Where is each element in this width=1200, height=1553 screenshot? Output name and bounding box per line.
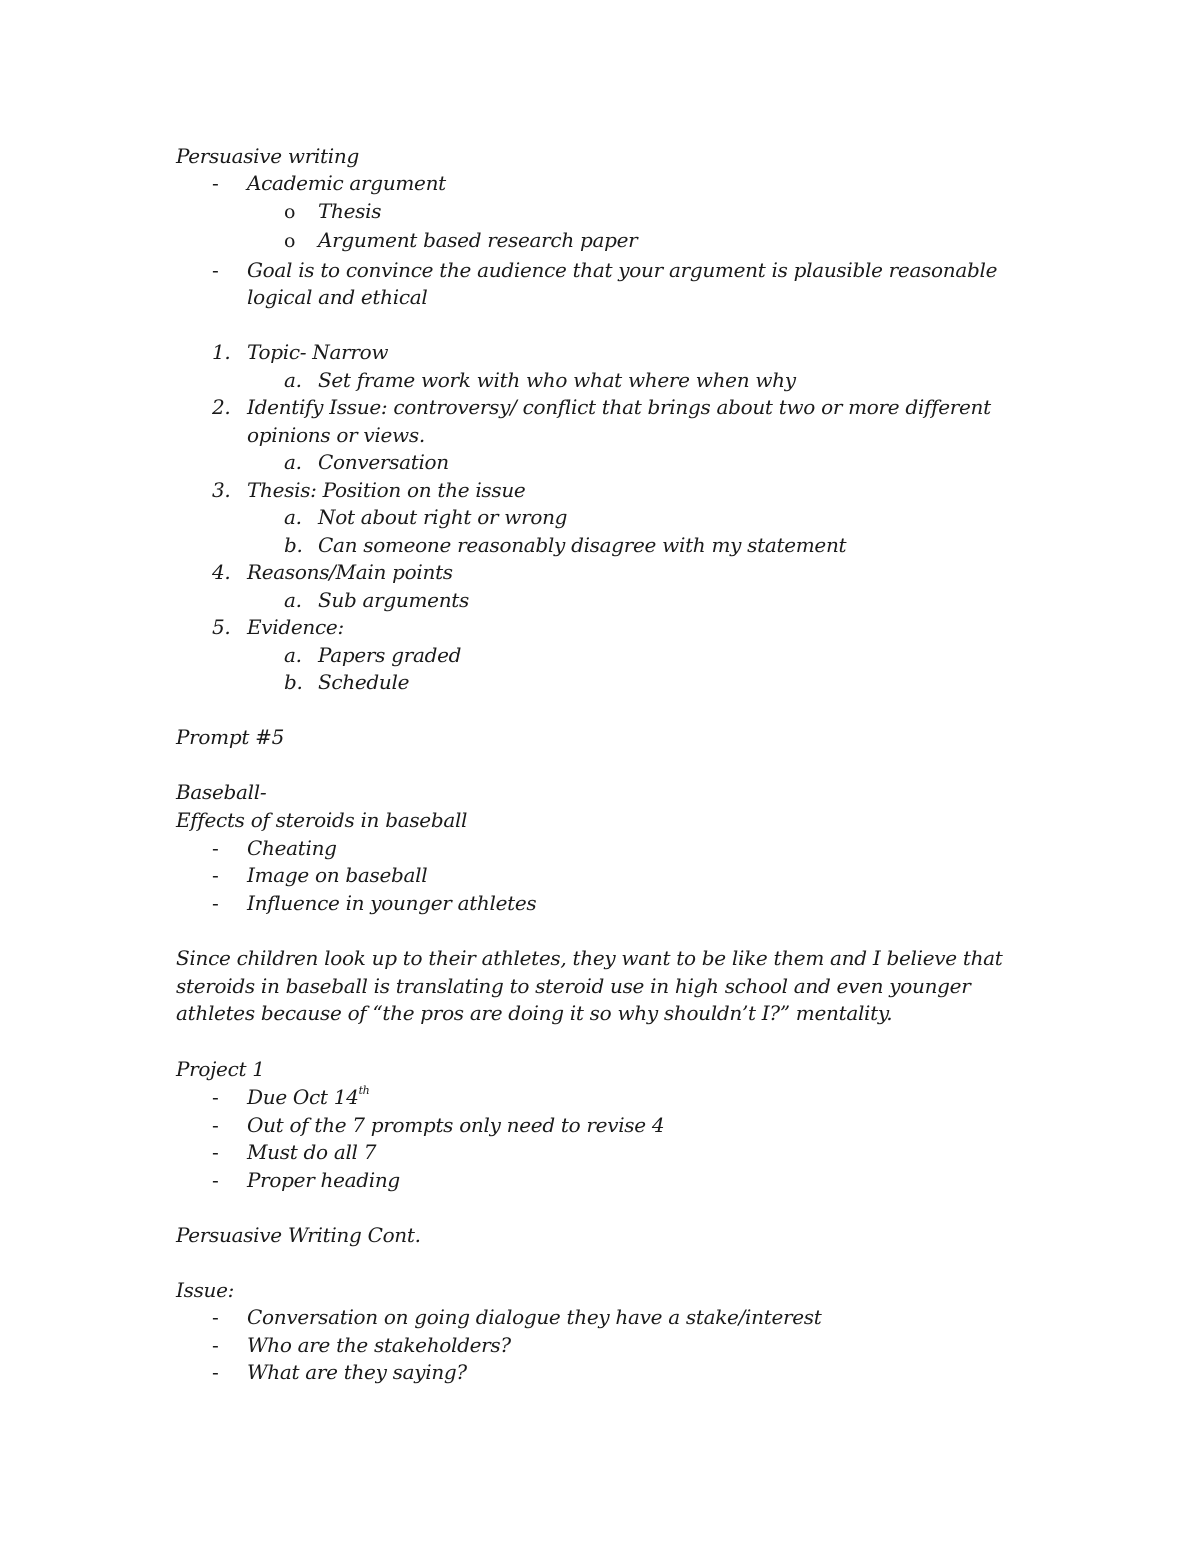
section-heading-issue: Issue: bbox=[176, 1278, 235, 1302]
dash-bullet: - bbox=[212, 1305, 219, 1329]
subheading-effects: Effects of steroids in baseball bbox=[176, 808, 468, 832]
letter-marker: a. bbox=[284, 643, 302, 667]
list-item: Must do all 7 bbox=[247, 1140, 377, 1164]
number-marker: 2. bbox=[212, 395, 231, 419]
list-item: Identify Issue: controversy/ conflict that brings about two or more different bbox=[247, 395, 991, 419]
dash-bullet: - bbox=[212, 1333, 219, 1357]
number-marker: 4. bbox=[212, 560, 231, 584]
list-item: Not about right or wrong bbox=[318, 505, 568, 529]
list-item: Influence in younger athletes bbox=[247, 891, 537, 915]
circle-bullet: o bbox=[284, 201, 296, 223]
list-item-continued: opinions or views. bbox=[247, 423, 425, 447]
list-item: Reasons/Main points bbox=[247, 560, 453, 584]
list-item: Sub arguments bbox=[318, 588, 469, 612]
paragraph-line: Since children look up to their athletes, they want to be like them and I believe that bbox=[176, 946, 1003, 970]
dash-bullet: - bbox=[212, 1168, 219, 1192]
dash-bullet: - bbox=[212, 1360, 219, 1384]
list-item: Conversation bbox=[318, 450, 449, 474]
dash-bullet: - bbox=[212, 171, 219, 195]
number-marker: 3. bbox=[212, 478, 231, 502]
number-marker: 5. bbox=[212, 615, 231, 639]
due-date-text: Due Oct 14 bbox=[247, 1085, 359, 1109]
list-item-continued: logical and ethical bbox=[247, 285, 428, 309]
list-item: Evidence: bbox=[247, 615, 344, 639]
section-heading-project: Project 1 bbox=[176, 1057, 265, 1081]
list-item: Thesis: Position on the issue bbox=[247, 478, 526, 502]
list-item: Set frame work with who what where when why bbox=[318, 368, 796, 392]
letter-marker: b. bbox=[284, 533, 303, 557]
dash-bullet: - bbox=[212, 891, 219, 915]
dash-bullet: - bbox=[212, 258, 219, 282]
dash-bullet: - bbox=[212, 863, 219, 887]
list-item: Image on baseball bbox=[247, 863, 428, 887]
letter-marker: a. bbox=[284, 368, 302, 392]
letter-marker: b. bbox=[284, 670, 303, 694]
list-item: Who are the stakeholders? bbox=[247, 1333, 511, 1357]
section-heading-persuasive-cont: Persuasive Writing Cont. bbox=[176, 1223, 421, 1247]
dash-bullet: - bbox=[212, 836, 219, 860]
list-item: Goal is to convince the audience that your argument is plausible reasonable bbox=[247, 258, 998, 282]
due-date-ordinal: th bbox=[358, 1084, 370, 1098]
dash-bullet: - bbox=[212, 1113, 219, 1137]
circle-bullet: o bbox=[284, 230, 296, 252]
list-item: Thesis bbox=[318, 199, 382, 223]
list-item: Papers graded bbox=[318, 643, 462, 667]
list-item-due-date bbox=[247, 1085, 369, 1109]
letter-marker: a. bbox=[284, 450, 302, 474]
paragraph-line: athletes because of “the pros are doing it so why shouldn’t I?” mentality. bbox=[176, 1001, 893, 1025]
letter-marker: a. bbox=[284, 588, 302, 612]
list-item: Schedule bbox=[318, 670, 410, 694]
dash-bullet: - bbox=[212, 1140, 219, 1164]
list-item: Argument based research paper bbox=[318, 228, 638, 252]
list-item: Out of the 7 prompts only need to revise 4 bbox=[247, 1113, 665, 1137]
list-item: What are they saying? bbox=[247, 1360, 467, 1384]
number-marker: 1. bbox=[212, 340, 231, 364]
list-item: Can someone reasonably disagree with my statement bbox=[318, 533, 847, 557]
list-item: Proper heading bbox=[247, 1168, 400, 1192]
list-item: Academic argument bbox=[247, 171, 446, 195]
list-item: Topic- Narrow bbox=[247, 340, 389, 364]
paragraph-line: steroids in baseball is translating to steroid use in high school and even younger bbox=[176, 974, 971, 998]
list-item: Cheating bbox=[247, 836, 337, 860]
list-item: Conversation on going dialogue they have a stake/interest bbox=[247, 1305, 822, 1329]
letter-marker: a. bbox=[284, 505, 302, 529]
section-heading-baseball: Baseball- bbox=[176, 780, 267, 804]
section-heading-prompt: Prompt #5 bbox=[176, 725, 285, 749]
section-heading-persuasive-writing: Persuasive writing bbox=[176, 144, 359, 168]
dash-bullet: - bbox=[212, 1085, 219, 1109]
